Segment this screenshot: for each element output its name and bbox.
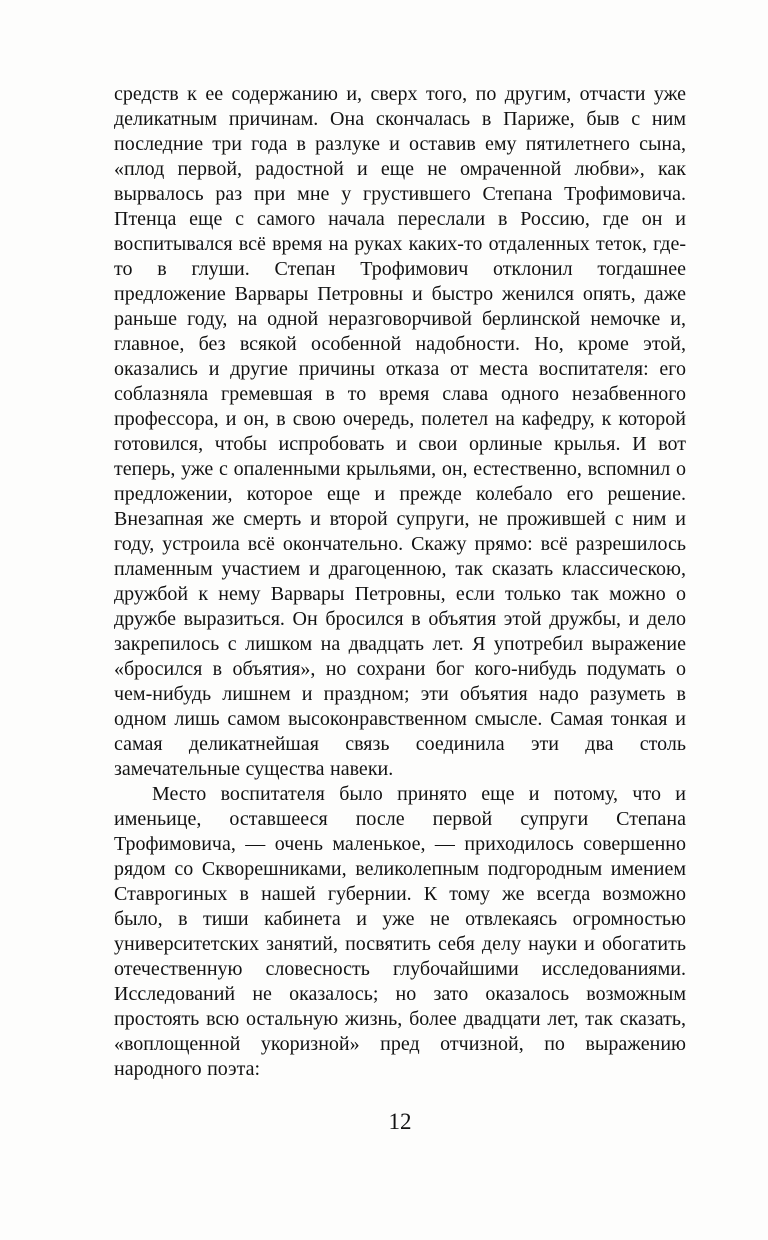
paragraph: Место воспитателя было принято еще и потому, что и именьице, оставшееся после первой супруги Степана Трофимовича, — очень маленькое, — приходилось совершенно рядом со Скворешниками, великолепным подгородным имением Ставрогиных в нашей губернии. К тому же всегда возможно было, в тиши кабинета и уже не отвлекаясь огромностью университетских занятий, посвятить себя делу науки и обогатить отечественную словесность глубочайшими исследованиями. Исследований не оказалось; но зато оказалось возможным простоять всю остальную жизнь, более двадцати лет, так сказать, «воплощенной укоризной» пред отчизной, по выражению народного поэта: <box>114 783 686 1080</box>
paragraph-continuation: средств к ее содержанию и, сверх того, по другим, отчасти уже деликатным причинам. Она скончалась в Париже, быв с ним последние три года в разлуке и оставив ему пятилетнего сына, «плод первой, радостной и еще не омраченной любви», как вырвалось раз при мне у грустившего Степана Трофимовича. Птенца еще с самого начала переслали в Россию, где он и воспитывался всё время на руках каких-то отдаленных теток, где-то в глуши. Степан Трофимович отклонил тогдашнее предложение Варвары Петровны и быстро женился опять, даже раньше году, на одной неразговорчивой берлинской немочке и, главное, без всякой особенной надобности. Но, кроме этой, оказались и другие причины отказа от места воспитателя: его соблазняла гремевшая в то время слава одного незабвенного профессора, и он, в свою очередь, полетел на кафедру, к которой готовился, чтобы испробовать и свои орлиные крылья. И вот теперь, уже с опаленными крыльями, он, естественно, вспомнил о предложении, которое еще и прежде колебало его решение. Внезапная же смерть и второй супруги, не прожившей с ним и году, устроила всё окончательно. Скажу прямо: всё разрешилось пламенным участием и драгоценною, так сказать классическою, дружбой к нему Варвары Петровны, если только так можно о дружбе выразиться. Он бросился в объятия этой дружбы, и дело закрепилось с лишком на двадцать лет. Я употребил выражение «бросился в объятия», но сохрани бог кого-нибудь подумать о чем-нибудь лишнем и праздном; эти объятия надо разуметь в одном лишь самом высоконравственном смысле. Самая тонкая и самая деликатнейшая связь соединила эти два столь замечательные существа навеки. <box>114 83 686 780</box>
page-number: 12 <box>388 1109 412 1134</box>
page-text <box>114 82 686 1082</box>
